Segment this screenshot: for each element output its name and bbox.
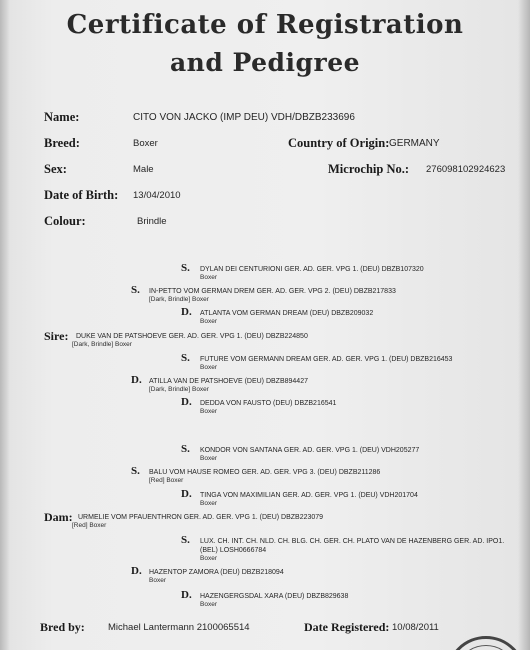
scan-shadow-right <box>518 0 530 650</box>
sire-detail: [Dark, Brindle] Boxer <box>72 341 132 348</box>
country-of-origin-label: Country of Origin: <box>288 136 390 150</box>
sire-sire-sire-detail: Boxer <box>200 274 217 281</box>
colour-value: Brindle <box>137 216 167 227</box>
sire-sire-name: IN-PETTO VOM GERMAN DREM GER. AD. GER. VPG 2. (DEU) DBZB217833 <box>149 288 396 295</box>
sire-dam-name: ATILLA VAN DE PATSHOEVE (DEU) DBZB894427 <box>149 378 308 385</box>
sire-name: DUKE VAN DE PATSHOEVE GER. AD. GER. VPG 1. (DEU) DBZB224850 <box>76 333 308 340</box>
dam-dam-sire-label: S. <box>181 534 190 546</box>
sire-dam-dam-name: DEDDA VON FAUSTO (DEU) DBZB216541 <box>200 400 337 407</box>
date-of-birth-label: Date of Birth: <box>44 188 119 202</box>
sex-label: Sex: <box>44 162 67 176</box>
dam-sire-dam-label: D. <box>181 488 192 500</box>
sire-sire-sire-label: S. <box>181 262 190 274</box>
dam-dam-name: HAZENTOP ZAMORA (DEU) DBZB218094 <box>149 569 284 576</box>
sire-sire-dam-detail: Boxer <box>200 318 217 325</box>
bred-by-label: Bred by: <box>40 620 85 634</box>
dam-dam-dam-detail: Boxer <box>200 601 217 608</box>
sire-sire-detail: [Dark, Brindle] Boxer <box>149 296 209 303</box>
dam-dam-dam-name: HAZENGERGSDAL XARA (DEU) DBZB829638 <box>200 593 349 600</box>
sire-dam-sire-detail: Boxer <box>200 364 217 371</box>
country-of-origin-value: GERMANY <box>389 138 440 149</box>
sire-dam-label: D. <box>131 374 142 386</box>
dam-sire-dam-name: TINGA VON MAXIMILIAN GER. AD. GER. VPG 1. (DEU) VDH201704 <box>200 492 418 499</box>
sire-dam-sire-label: S. <box>181 352 190 364</box>
breed-value: Boxer <box>133 138 158 149</box>
dam-dam-sire-name: LUX. CH. INT. CH. NLD. CH. BLG. CH. GER. CH. PLATO VAN DE HAZENBERG GER. AD. IPO1. (BEL) LOSH0666784 <box>200 538 505 554</box>
date-registered-value: 10/08/2011 <box>392 622 439 633</box>
dam-sire-sire-detail: Boxer <box>200 455 217 462</box>
dam-sire-label: S. <box>131 465 140 477</box>
sire-sire-label: S. <box>131 284 140 296</box>
dam-dam-label: D. <box>131 565 142 577</box>
name-value: CITO VON JACKO (IMP DEU) VDH/DBZB233696 <box>133 112 355 123</box>
certificate-title: Certificate of Registration <box>66 10 464 40</box>
microchip-label: Microchip No.: <box>328 162 410 176</box>
dam-dam-sire-detail: Boxer <box>200 555 217 562</box>
official-seal-stamp <box>446 636 526 650</box>
sire-sire-sire-name: DYLAN DEI CENTURIONI GER. AD. GER. VPG 1. (DEU) DBZB107320 <box>200 266 424 273</box>
microchip-value: 276098102924623 <box>426 164 506 175</box>
dam-sire-name: BALU VOM HAUSE ROMEO GER. AD. GER. VPG 3. (DEU) DBZB211286 <box>149 469 381 476</box>
colour-label: Colour: <box>44 214 86 228</box>
sire-dam-sire-name: FUTURE VOM GERMANN DREAM GER. AD. GER. VPG 1. (DEU) DBZB216453 <box>200 356 453 363</box>
scan-shadow-left <box>0 0 10 650</box>
breed-label: Breed: <box>44 136 80 150</box>
sire-dam-detail: [Dark, Brindle] Boxer <box>149 386 209 393</box>
dam-sire-sire-label: S. <box>181 443 190 455</box>
sire-dam-dam-detail: Boxer <box>200 408 217 415</box>
seal-inner-ring <box>455 645 517 650</box>
sire-sire-dam-label: D. <box>181 306 192 318</box>
sire-sire-dam-name: ATLANTA VOM GERMAN DREAM (DEU) DBZB209032 <box>200 310 374 317</box>
dam-sire-sire-name: KONDOR VON SANTANA GER. AD. GER. VPG 1. (DEU) VDH205277 <box>200 447 420 454</box>
date-registered-label: Date Registered: <box>304 620 390 634</box>
name-label: Name: <box>44 110 80 124</box>
dam-dam-dam-label: D. <box>181 589 192 601</box>
dam-sire-dam-detail: Boxer <box>200 500 217 507</box>
sire-label: Sire: <box>44 329 69 343</box>
date-of-birth-value: 13/04/2010 <box>133 190 181 201</box>
certificate-subtitle: and Pedigree <box>169 48 361 77</box>
bred-by-value: Michael Lantermann 2100065514 <box>108 622 250 633</box>
sire-dam-dam-label: D. <box>181 396 192 408</box>
sex-value: Male <box>133 164 154 175</box>
dam-sire-detail: [Red] Boxer <box>149 477 184 484</box>
dam-name: URMELIE VOM PFAUENTHRON GER. AD. GER. VPG 1. (DEU) DBZB223079 <box>78 514 324 521</box>
dam-dam-detail: Boxer <box>149 577 166 584</box>
dam-detail: [Red] Boxer <box>72 522 107 529</box>
dam-label: Dam: <box>44 510 73 524</box>
